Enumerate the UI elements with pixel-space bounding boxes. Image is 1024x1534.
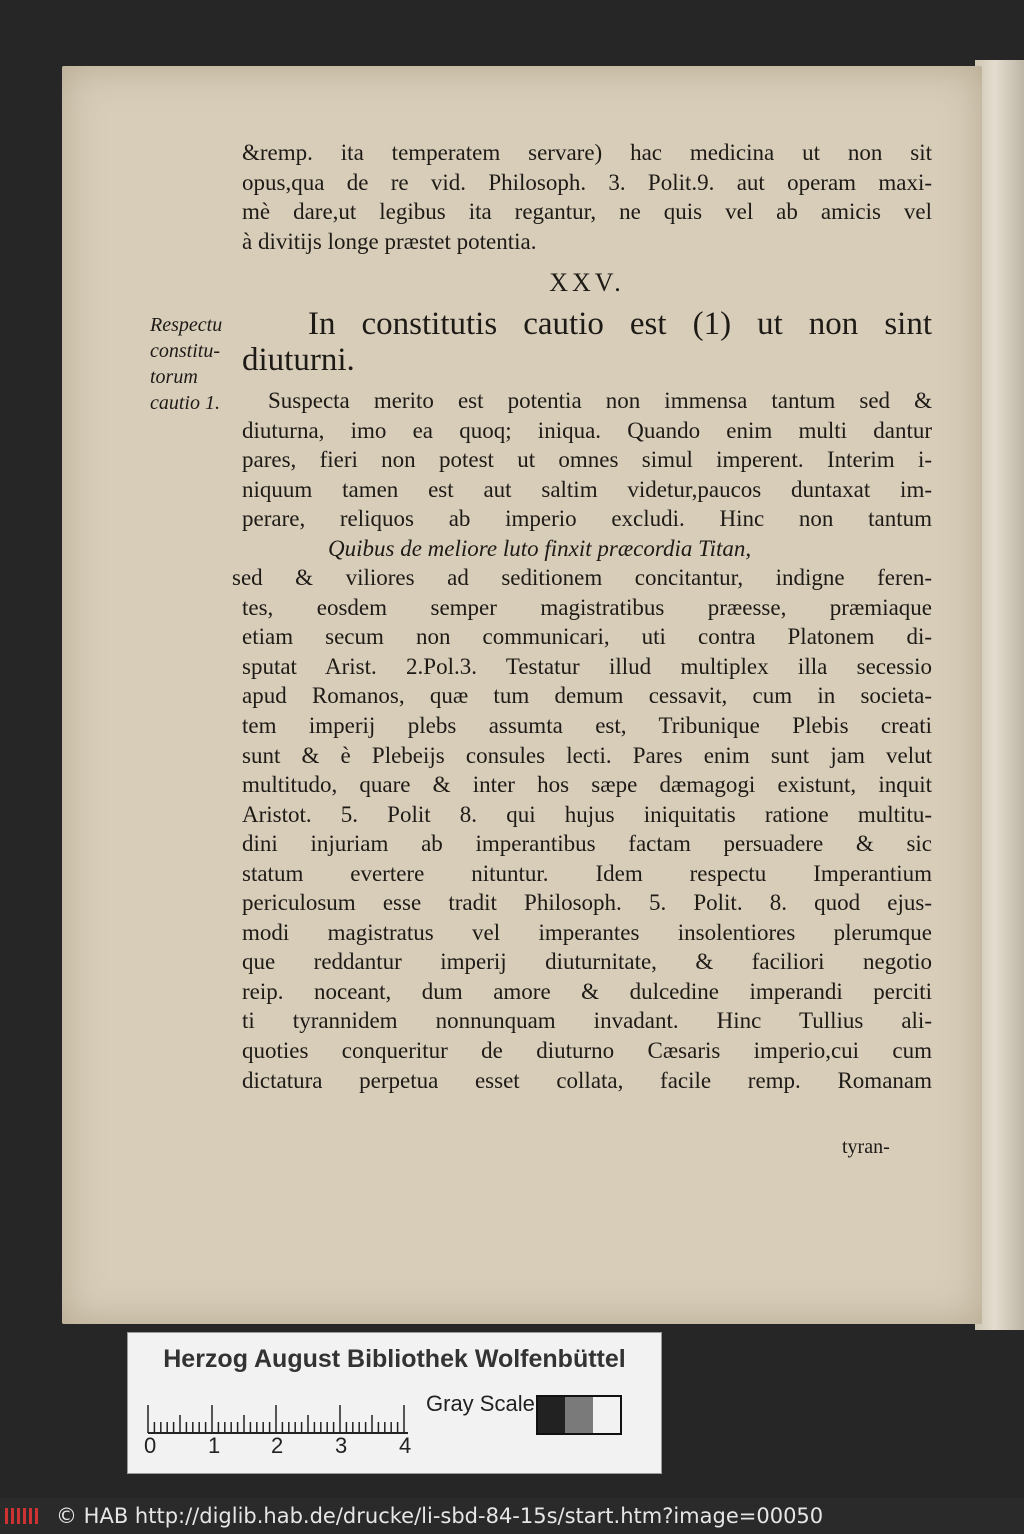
text-line: Suspecta merito est potentia non immensa tantum sed & [268,388,932,413]
margin-note-line: Respectu [150,314,223,336]
text-line: tem imperij plebs assumta est, Tribunique Plebis creati [242,713,932,739]
text-line: etiam secum non communicari, uti contra Platonem di- [242,624,932,650]
text-line: apud Romanos, quæ tum demum cessavit, cum in societa- [242,683,932,709]
text-line: dini injuriam ab imperantibus factam persuadere & sic [242,831,932,857]
page-edge [975,60,1024,1330]
text-line: ti tyrannidem nonnunquam invadant. Hinc Tullius ali- [242,1008,932,1034]
ruler-label: 0 [144,1433,157,1458]
ruler-label: 2 [271,1433,284,1458]
text-line: pares, fieri non potest ut omnes simul imperent. Interim i- [242,447,932,473]
color-scale-card [127,1332,662,1474]
section-title-line-2: diuturni. [242,342,355,378]
text-line: &remp. ita temperatem servare) hac medicina ut non sit [242,140,932,165]
ruler-label: 1 [208,1433,221,1458]
ruler-label: 4 [399,1433,412,1458]
gray-scale-swatches [536,1395,622,1435]
text-line: diuturna, imo ea quoq; iniqua. Quando enim multi dantur [242,417,932,443]
footer-bar [0,1498,1024,1534]
text-line: dictatura perpetua esset collata, facile remp. Romanam [242,1067,932,1093]
catchword: tyran- [842,1136,890,1158]
text-line: sputat Arist. 2.Pol.3. Testatur illud multiplex illa secessio [242,653,932,679]
section-title-line-1: In constitutis cautio est (1) ut non sint [308,306,932,342]
margin-note [150,312,240,416]
footer-url[interactable]: © HAB http://diglib.hab.de/drucke/li-sbd-84-15s/start.htm?image=00050 [56,1504,824,1528]
swatch-dark [538,1397,565,1433]
library-name: Herzog August Bibliothek Wolfenbüttel [163,1345,626,1373]
text-line: reip. noceant, dum amore & dulcedine imperandi perciti [242,978,932,1004]
text-line: sunt & è Plebeijs consules lecti. Pares enim sunt jam velut [242,742,932,768]
text-line: à divitijs longe præstet potentia. [242,228,537,254]
text-line: tes, eosdem semper magistratibus præesse, præmiaque [242,594,932,620]
text-line: niquum tamen est aut saltim videtur,paucos duntaxat im- [242,476,932,502]
margin-note-line: cautio 1. [150,392,220,414]
section-heading: XXV. [549,268,625,297]
margin-note-line: constitu- [150,340,220,362]
text-line: statum evertere nituntur. Idem respectu Imperantium [242,860,932,886]
text-line: quoties conqueritur de diuturno Cæsaris imperio,cui cum [242,1038,932,1064]
text-line: modi magistratus vel imperantes insolentiores plerumque [242,919,932,945]
text-line: perare, reliquos ab imperio excludi. Hinc non tantum [242,506,932,532]
text-line: periculosum esse tradit Philosoph. 5. Polit. 8. quod ejus- [242,890,932,916]
text-line: que reddantur imperij diuturnitate, & faciliori negotio [242,949,932,975]
margin-note-line: torum [150,366,198,388]
top-paragraph [242,138,932,256]
text-line: multitudo, quare & inter hos sæpe dæmagogi existunt, inquit [242,772,932,798]
section-title [242,306,932,378]
text-line: Aristot. 5. Polit 8. qui hujus iniquitatis ratione multitu- [242,801,932,827]
text-line: mè dare,ut legibus ita regantur, ne quis vel ab amicis vel [242,199,932,225]
text-line: sed & viliores ad seditionem concitantur, indigne feren- [232,565,932,591]
gray-scale-label: Gray Scale [426,1391,535,1416]
body-paragraph [232,386,932,1095]
ruler-label: 3 [335,1433,348,1458]
swatch-mid [565,1397,592,1433]
swatch-light [593,1397,620,1433]
verse-line: Quibus de meliore luto finxit præcordia Titan, [328,535,752,561]
hab-logo-icon [4,1506,44,1526]
text-line: opus,qua de re vid. Philosoph. 3. Polit.9. aut operam maxi- [242,169,932,195]
